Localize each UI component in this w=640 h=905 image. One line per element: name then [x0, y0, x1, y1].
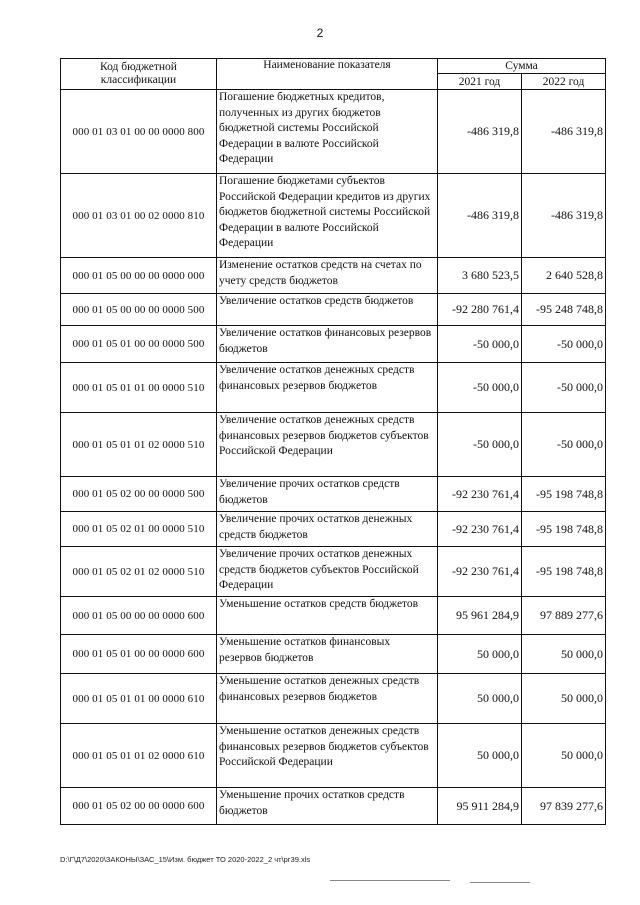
table-row — [61, 512, 606, 547]
table-row — [61, 294, 606, 326]
row-amount-2022: -486 319,8 — [522, 90, 606, 174]
row-code: 000 01 05 00 00 00 0000 000 — [61, 258, 217, 294]
row-code: 000 01 05 00 00 00 0000 600 — [61, 597, 217, 635]
header-code: Код бюджетной классификации — [61, 59, 217, 90]
row-name: Уменьшение остатков финансовых резервов бюджетов — [217, 635, 438, 674]
row-amount-2021: -486 319,8 — [438, 90, 522, 174]
table-row — [61, 477, 606, 512]
row-amount-2022: 2 640 528,8 — [522, 258, 606, 294]
row-amount-2021: 50 000,0 — [438, 674, 522, 724]
header-name: Наименование показателя — [217, 59, 438, 90]
row-code: 000 01 05 02 00 00 0000 500 — [61, 477, 217, 512]
scan-artifact-line — [470, 882, 530, 883]
row-amount-2022: -50 000,0 — [522, 326, 606, 363]
row-name: Увеличение прочих остатков денежных средств бюджетов субъектов Российской Федерации — [217, 547, 438, 597]
scan-artifact-line — [330, 880, 450, 881]
row-name: Уменьшение прочих остатков средств бюджетов — [217, 788, 438, 825]
row-amount-2022: -50 000,0 — [522, 363, 606, 413]
row-code: 000 01 05 00 00 00 0000 500 — [61, 294, 217, 326]
row-name: Увеличение остатков денежных средств финансовых резервов бюджетов — [217, 363, 438, 413]
row-amount-2021: -92 280 761,4 — [438, 294, 522, 326]
row-name: Увеличение остатков финансовых резервов бюджетов — [217, 326, 438, 363]
row-amount-2021: -92 230 761,4 — [438, 477, 522, 512]
row-code: 000 01 05 02 01 02 0000 510 — [61, 547, 217, 597]
row-amount-2022: -50 000,0 — [522, 413, 606, 477]
table-row — [61, 674, 606, 724]
row-name: Погашение бюджетами субъектов Российской Федерации кредитов из других бюджетов бюджетной системы Российской Федерации в валюте Российской Федерации — [217, 174, 438, 258]
row-name: Изменение остатков средств на счетах по учету средств бюджетов — [217, 258, 438, 294]
row-amount-2021: 50 000,0 — [438, 724, 522, 788]
budget-sources-table — [60, 58, 606, 825]
header-year-2022: 2022 год — [522, 74, 606, 90]
row-amount-2022: -486 319,8 — [522, 174, 606, 258]
row-amount-2022: 97 889 277,6 — [522, 597, 606, 635]
table-row — [61, 413, 606, 477]
table-row — [61, 597, 606, 635]
table-row — [61, 326, 606, 363]
row-amount-2021: -92 230 761,4 — [438, 512, 522, 547]
row-amount-2022: 97 839 277,6 — [522, 788, 606, 825]
page-number: 2 — [316, 26, 324, 40]
row-name: Увеличение остатков средств бюджетов — [217, 294, 438, 326]
row-code: 000 01 05 01 00 00 0000 600 — [61, 635, 217, 674]
row-amount-2022: -95 248 748,8 — [522, 294, 606, 326]
header-year-2021: 2021 год — [438, 74, 522, 90]
table-row — [61, 724, 606, 788]
row-name: Увеличение прочих остатков денежных средств бюджетов — [217, 512, 438, 547]
row-name: Уменьшение остатков денежных средств финансовых резервов бюджетов субъектов Российской Федерации — [217, 724, 438, 788]
row-code: 000 01 03 01 00 02 0000 810 — [61, 174, 217, 258]
row-name: Увеличение остатков денежных средств финансовых резервов бюджетов субъектов Российской Федерации — [217, 413, 438, 477]
row-amount-2021: -50 000,0 — [438, 326, 522, 363]
row-code: 000 01 05 01 01 02 0000 610 — [61, 724, 217, 788]
row-amount-2021: 95 961 284,9 — [438, 597, 522, 635]
row-amount-2022: -95 198 748,8 — [522, 477, 606, 512]
table-row — [61, 174, 606, 258]
row-code: 000 01 05 02 00 00 0000 600 — [61, 788, 217, 825]
row-code: 000 01 03 01 00 00 0000 800 — [61, 90, 217, 174]
row-amount-2021: -50 000,0 — [438, 363, 522, 413]
table-row — [61, 635, 606, 674]
row-amount-2022: -95 198 748,8 — [522, 547, 606, 597]
table-row — [61, 363, 606, 413]
table-row — [61, 90, 606, 174]
table-row — [61, 258, 606, 294]
row-amount-2022: 50 000,0 — [522, 635, 606, 674]
row-amount-2022: 50 000,0 — [522, 724, 606, 788]
header-sum: Сумма — [438, 59, 606, 74]
file-path-footer: D:\Г\Д7\2020\ЗАКОНЫ\ЗАС_15\Изм. бюджет ТО 2020-2022_2 чт\рг39.xls — [60, 855, 311, 864]
row-name: Погашение бюджетных кредитов, полученных из других бюджетов бюджетной системы Российской Федерации в валюте Российской Федерации — [217, 90, 438, 174]
row-amount-2021: 50 000,0 — [438, 635, 522, 674]
row-amount-2021: 3 680 523,5 — [438, 258, 522, 294]
row-code: 000 01 05 01 01 00 0000 510 — [61, 363, 217, 413]
row-amount-2021: -486 319,8 — [438, 174, 522, 258]
row-amount-2021: -92 230 761,4 — [438, 547, 522, 597]
row-name: Уменьшение остатков средств бюджетов — [217, 597, 438, 635]
table-row — [61, 547, 606, 597]
row-name: Уменьшение остатков денежных средств финансовых резервов бюджетов — [217, 674, 438, 724]
row-code: 000 01 05 01 01 02 0000 510 — [61, 413, 217, 477]
row-amount-2022: 50 000,0 — [522, 674, 606, 724]
row-code: 000 01 05 02 01 00 0000 510 — [61, 512, 217, 547]
row-amount-2021: -50 000,0 — [438, 413, 522, 477]
table-row — [61, 788, 606, 825]
row-amount-2022: -95 198 748,8 — [522, 512, 606, 547]
row-code: 000 01 05 01 00 00 0000 500 — [61, 326, 217, 363]
row-amount-2021: 95 911 284,9 — [438, 788, 522, 825]
row-code: 000 01 05 01 01 00 0000 610 — [61, 674, 217, 724]
row-name: Увеличение прочих остатков средств бюджетов — [217, 477, 438, 512]
